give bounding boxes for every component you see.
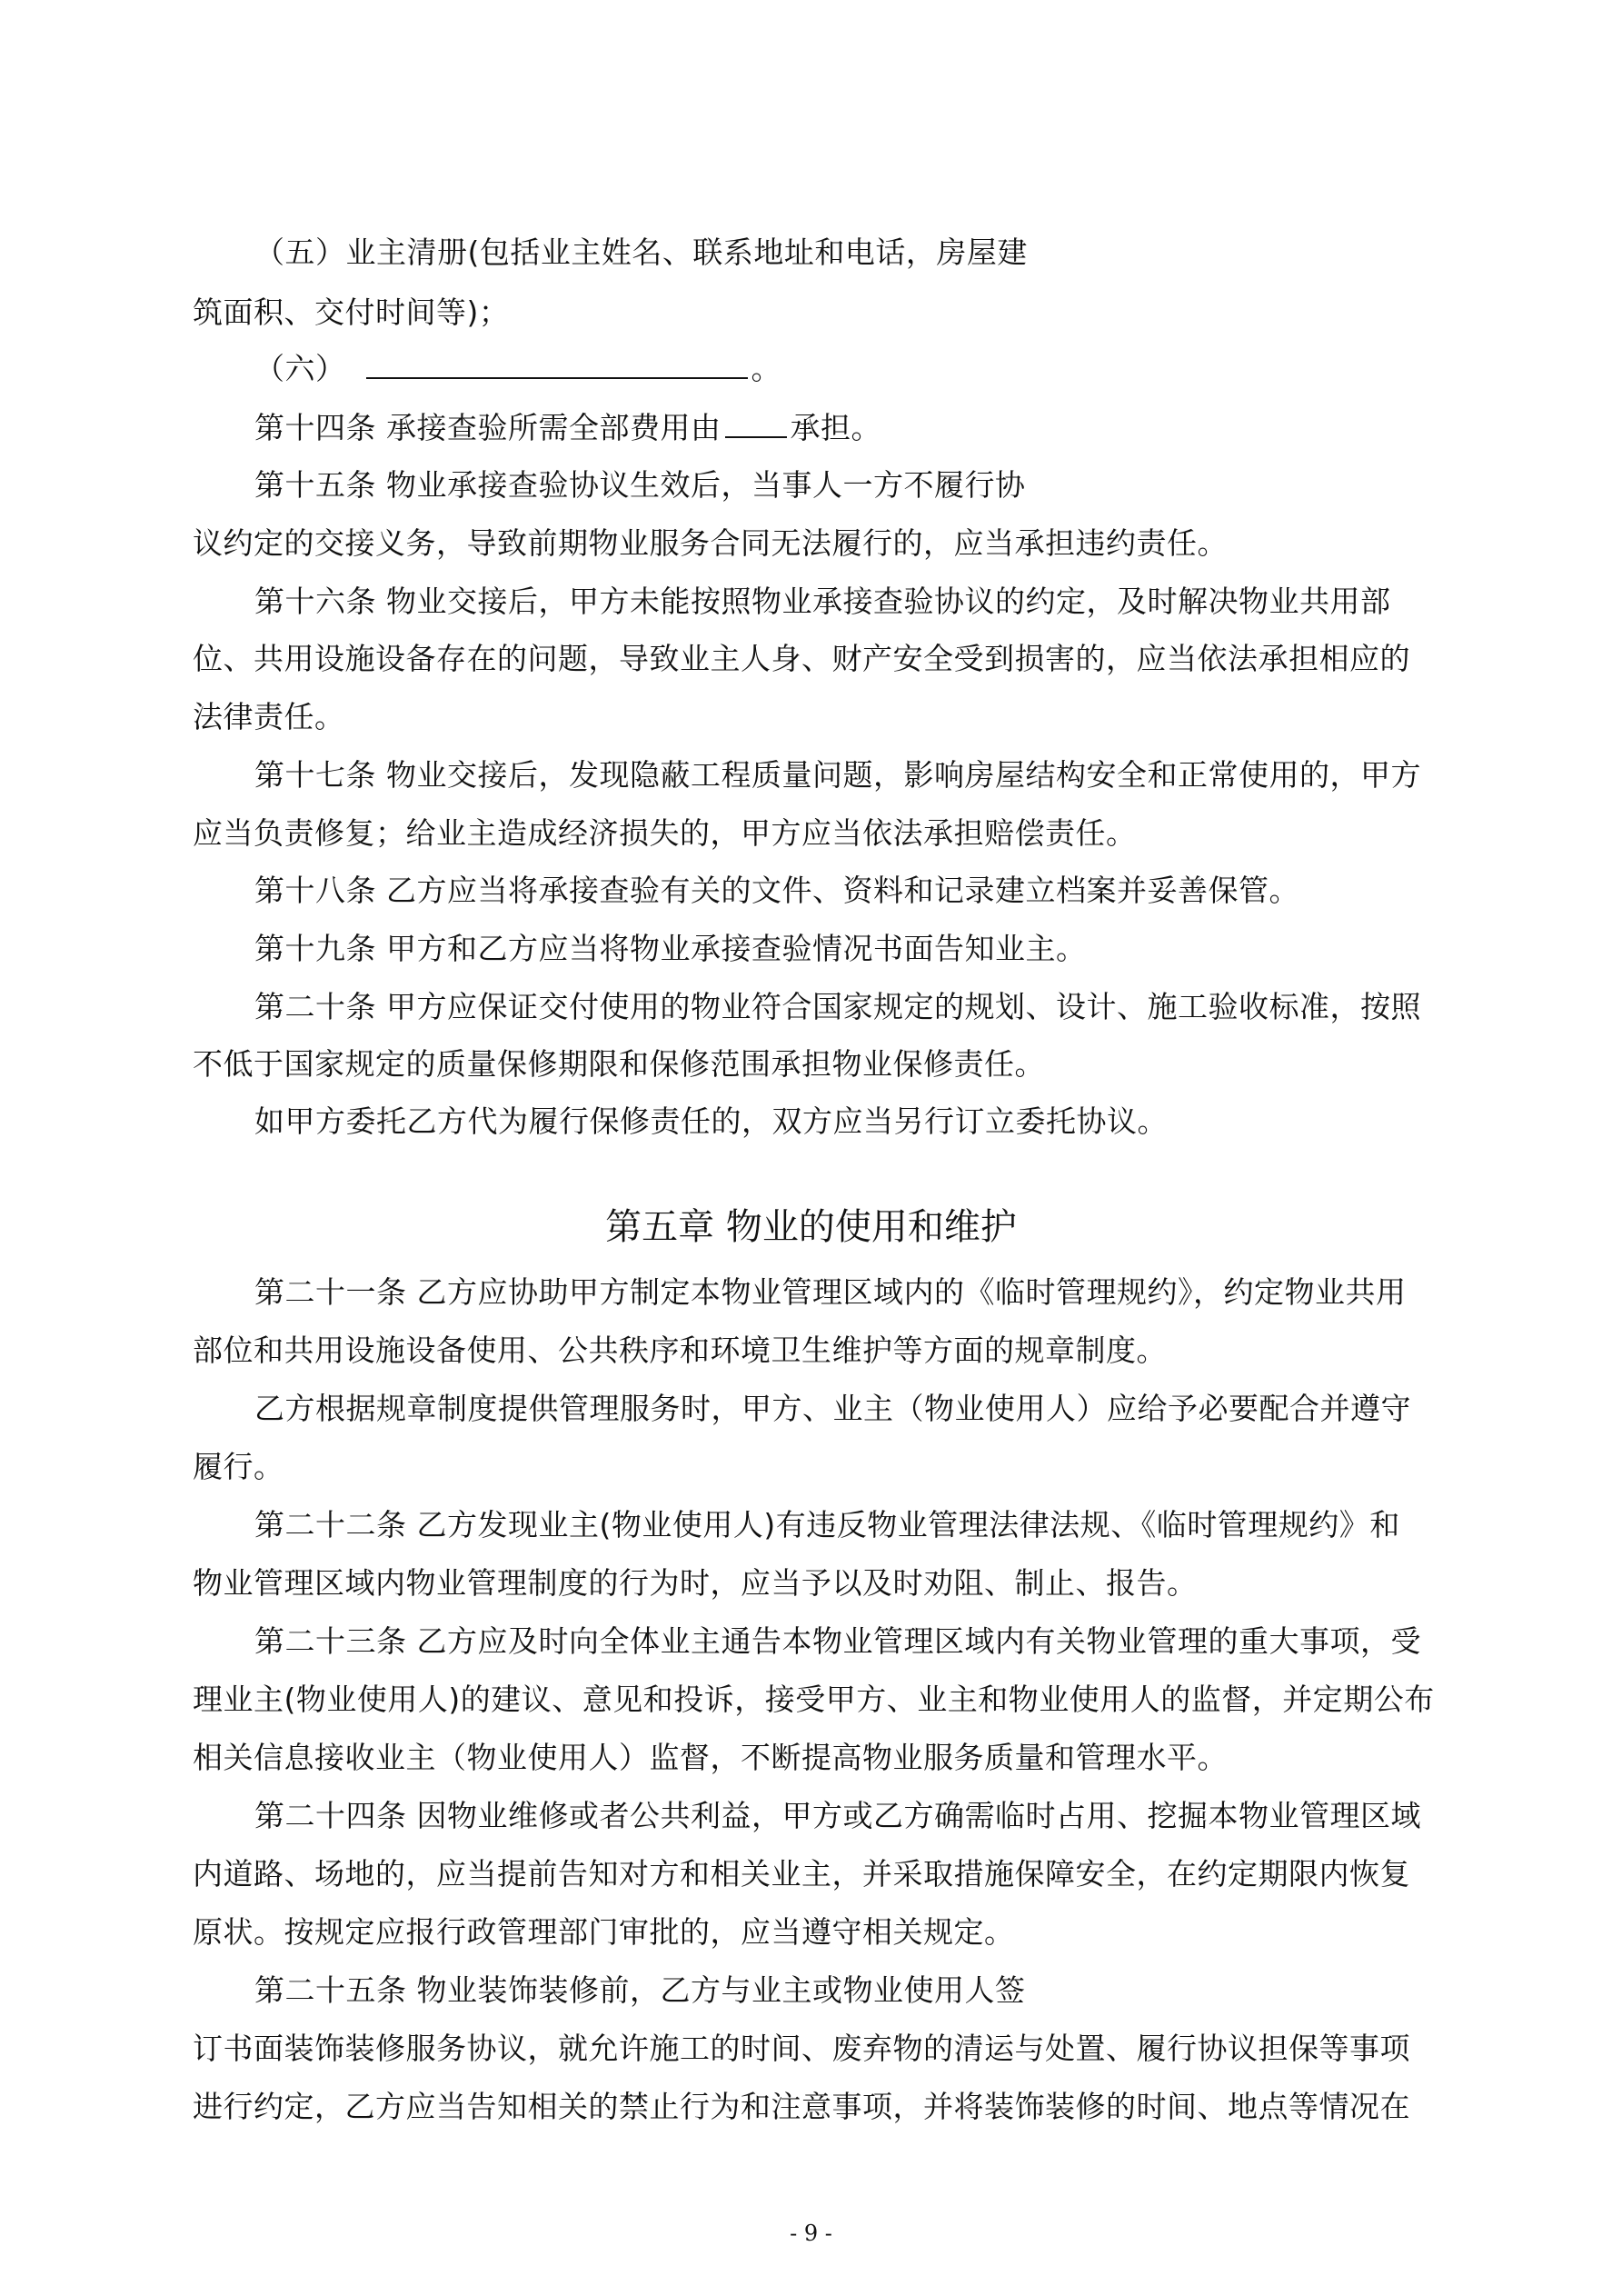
article-20-line2: 不低于国家规定的质量保修期限和保修范围承担物业保修责任。 bbox=[193, 1046, 1045, 1082]
article-14-text: 第十四条 承接查验所需全部费用由 bbox=[254, 410, 721, 445]
article-21-line2: 部位和共用设施设备使用、公共秩序和环境卫生维护等方面的规章制度。 bbox=[193, 1333, 1167, 1368]
article-21-para2-line1: 乙方根据规章制度提供管理服务时，甲方、业主（物业使用人）应给予必要配合并遵守 bbox=[254, 1391, 1411, 1426]
item-6-label: （六） bbox=[254, 351, 346, 386]
article-16-line1: 第十六条 物业交接后，甲方未能按照物业承接查验协议的约定，及时解决物业共用部 bbox=[254, 584, 1391, 619]
article-23-line2: 理业主(物业使用人)的建议、意见和投诉，接受甲方、业主和物业使用人的监督，并定期公布 bbox=[193, 1682, 1435, 1717]
article-14-end: 承担。 bbox=[790, 410, 881, 445]
article-21-line1: 第二十一条 乙方应协助甲方制定本物业管理区域内的《临时管理规约》，约定物业共用 bbox=[254, 1274, 1407, 1310]
article-16-line3: 法律责任。 bbox=[193, 699, 345, 734]
article-17-line2: 应当负责修复；给业主造成经济损失的，甲方应当依法承担赔偿责任。 bbox=[193, 815, 1137, 851]
item-6 bbox=[254, 350, 781, 387]
article-25-line3: 进行约定，乙方应当告知相关的禁止行为和注意事项，并将装饰装修的时间、地点等情况在 bbox=[193, 2089, 1410, 2124]
article-15-line1: 第十五条 物业承接查验协议生效后，当事人一方不履行协 bbox=[254, 467, 1026, 503]
article-14 bbox=[254, 409, 881, 446]
article-17-line1: 第十七条 物业交接后，发现隐蔽工程质量问题，影响房屋结构安全和正常使用的，甲方 bbox=[254, 757, 1421, 793]
item-6-end: 。 bbox=[751, 351, 781, 386]
article-21-para2-line2: 履行。 bbox=[193, 1449, 284, 1484]
item-5-line2: 筑面积、交付时间等)； bbox=[193, 294, 510, 330]
article-16-line2: 位、共用设施设备存在的问题，导致业主人身、财产安全受到损害的，应当依法承担相应的 bbox=[193, 641, 1410, 676]
article-25-line2: 订书面装饰装修服务协议，就允许施工的时间、废弃物的清运与处置、履行协议担保等事项 bbox=[193, 2031, 1410, 2066]
article-24-line3: 原状。按规定应报行政管理部门审批的，应当遵守相关规定。 bbox=[193, 1914, 1015, 1950]
article-22-line2: 物业管理区域内物业管理制度的行为时，应当予以及时劝阻、制止、报告。 bbox=[193, 1565, 1198, 1601]
article-15-line2: 议约定的交接义务，导致前期物业服务合同无法履行的，应当承担违约责任。 bbox=[193, 525, 1228, 561]
article-20-line1: 第二十条 甲方应保证交付使用的物业符合国家规定的规划、设计、施工验收标准，按照 bbox=[254, 989, 1421, 1024]
item-6-blank bbox=[366, 350, 748, 379]
chapter-5-title: 第五章 物业的使用和维护 bbox=[605, 1206, 1017, 1248]
article-23-line1: 第二十三条 乙方应及时向全体业主通告本物业管理区域内有关物业管理的重大事项，受 bbox=[254, 1623, 1421, 1659]
item-5-line1: （五）业主清册(包括业主姓名、联系地址和电话，房屋建 bbox=[254, 235, 1028, 270]
article-20-para2: 如甲方委托乙方代为履行保修责任的，双方应当另行订立委托协议。 bbox=[254, 1103, 1168, 1139]
article-18: 第十八条 乙方应当将承接查验有关的文件、资料和记录建立档案并妥善保管。 bbox=[254, 873, 1299, 908]
article-23-line3: 相关信息接收业主（物业使用人）监督，不断提高物业服务质量和管理水平。 bbox=[193, 1740, 1228, 1775]
article-14-blank bbox=[725, 409, 787, 438]
article-25-line1: 第二十五条 物业装饰装修前，乙方与业主或物业使用人签 bbox=[254, 1972, 1026, 2008]
article-24-line2: 内道路、场地的，应当提前告知对方和相关业主，并采取措施保障安全，在约定期限内恢复 bbox=[193, 1856, 1410, 1892]
article-24-line1: 第二十四条 因物业维修或者公共利益，甲方或乙方确需临时占用、挖掘本物业管理区域 bbox=[254, 1798, 1421, 1833]
page-number: - 9 - bbox=[790, 2221, 832, 2246]
article-22-line1: 第二十二条 乙方发现业主(物业使用人)有违反物业管理法律法规、《临时管理规约》和 bbox=[254, 1507, 1400, 1542]
article-19: 第十九条 甲方和乙方应当将物业承接查验情况书面告知业主。 bbox=[254, 931, 1087, 966]
